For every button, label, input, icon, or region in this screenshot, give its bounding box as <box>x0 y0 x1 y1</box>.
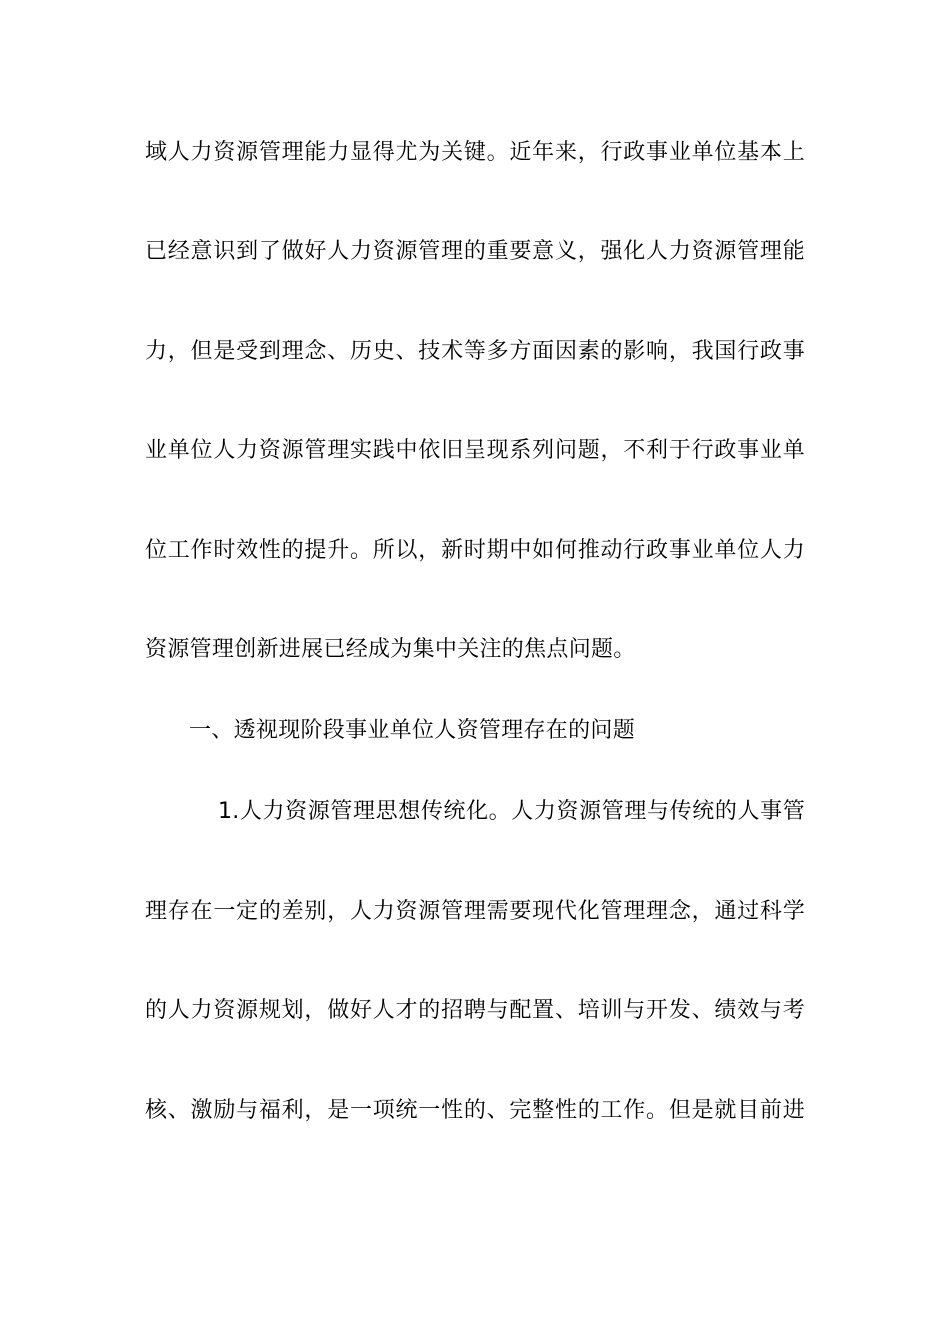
paragraph-line: 的人力资源规划，做好人才的招聘与配置、培训与开发、绩效与考 <box>145 998 805 1023</box>
paragraph-line: 资源管理创新进展已经成为集中关注的焦点问题。 <box>145 637 636 662</box>
paragraph-line: 力，但是受到理念、历史、技术等多方面因素的影响，我国行政事 <box>145 339 805 364</box>
paragraph-line: 域人力资源管理能力显得尤为关键。近年来，行政事业单位基本上 <box>145 140 805 165</box>
paragraph-line: 理存在一定的差别，人力资源管理需要现代化管理理念，通过科学 <box>145 899 805 924</box>
paragraph-line: 1.人力资源管理思想传统化。人力资源管理与传统的人事管 <box>218 799 805 824</box>
paragraph-line: 已经意识到了做好人力资源管理的重要意义，强化人力资源管理能 <box>145 239 805 264</box>
paragraph-line: 核、激励与福利，是一项统一性的、完整性的工作。但是就目前进 <box>145 1098 805 1123</box>
paragraph-line: 位工作时效性的提升。所以，新时期中如何推动行政事业单位人力 <box>145 538 805 563</box>
paragraph-line: 业单位人力资源管理实践中依旧呈现系列问题，不利于行政事业单 <box>145 438 805 463</box>
section-heading: 一、透视现阶段事业单位人资管理存在的问题 <box>189 718 636 743</box>
